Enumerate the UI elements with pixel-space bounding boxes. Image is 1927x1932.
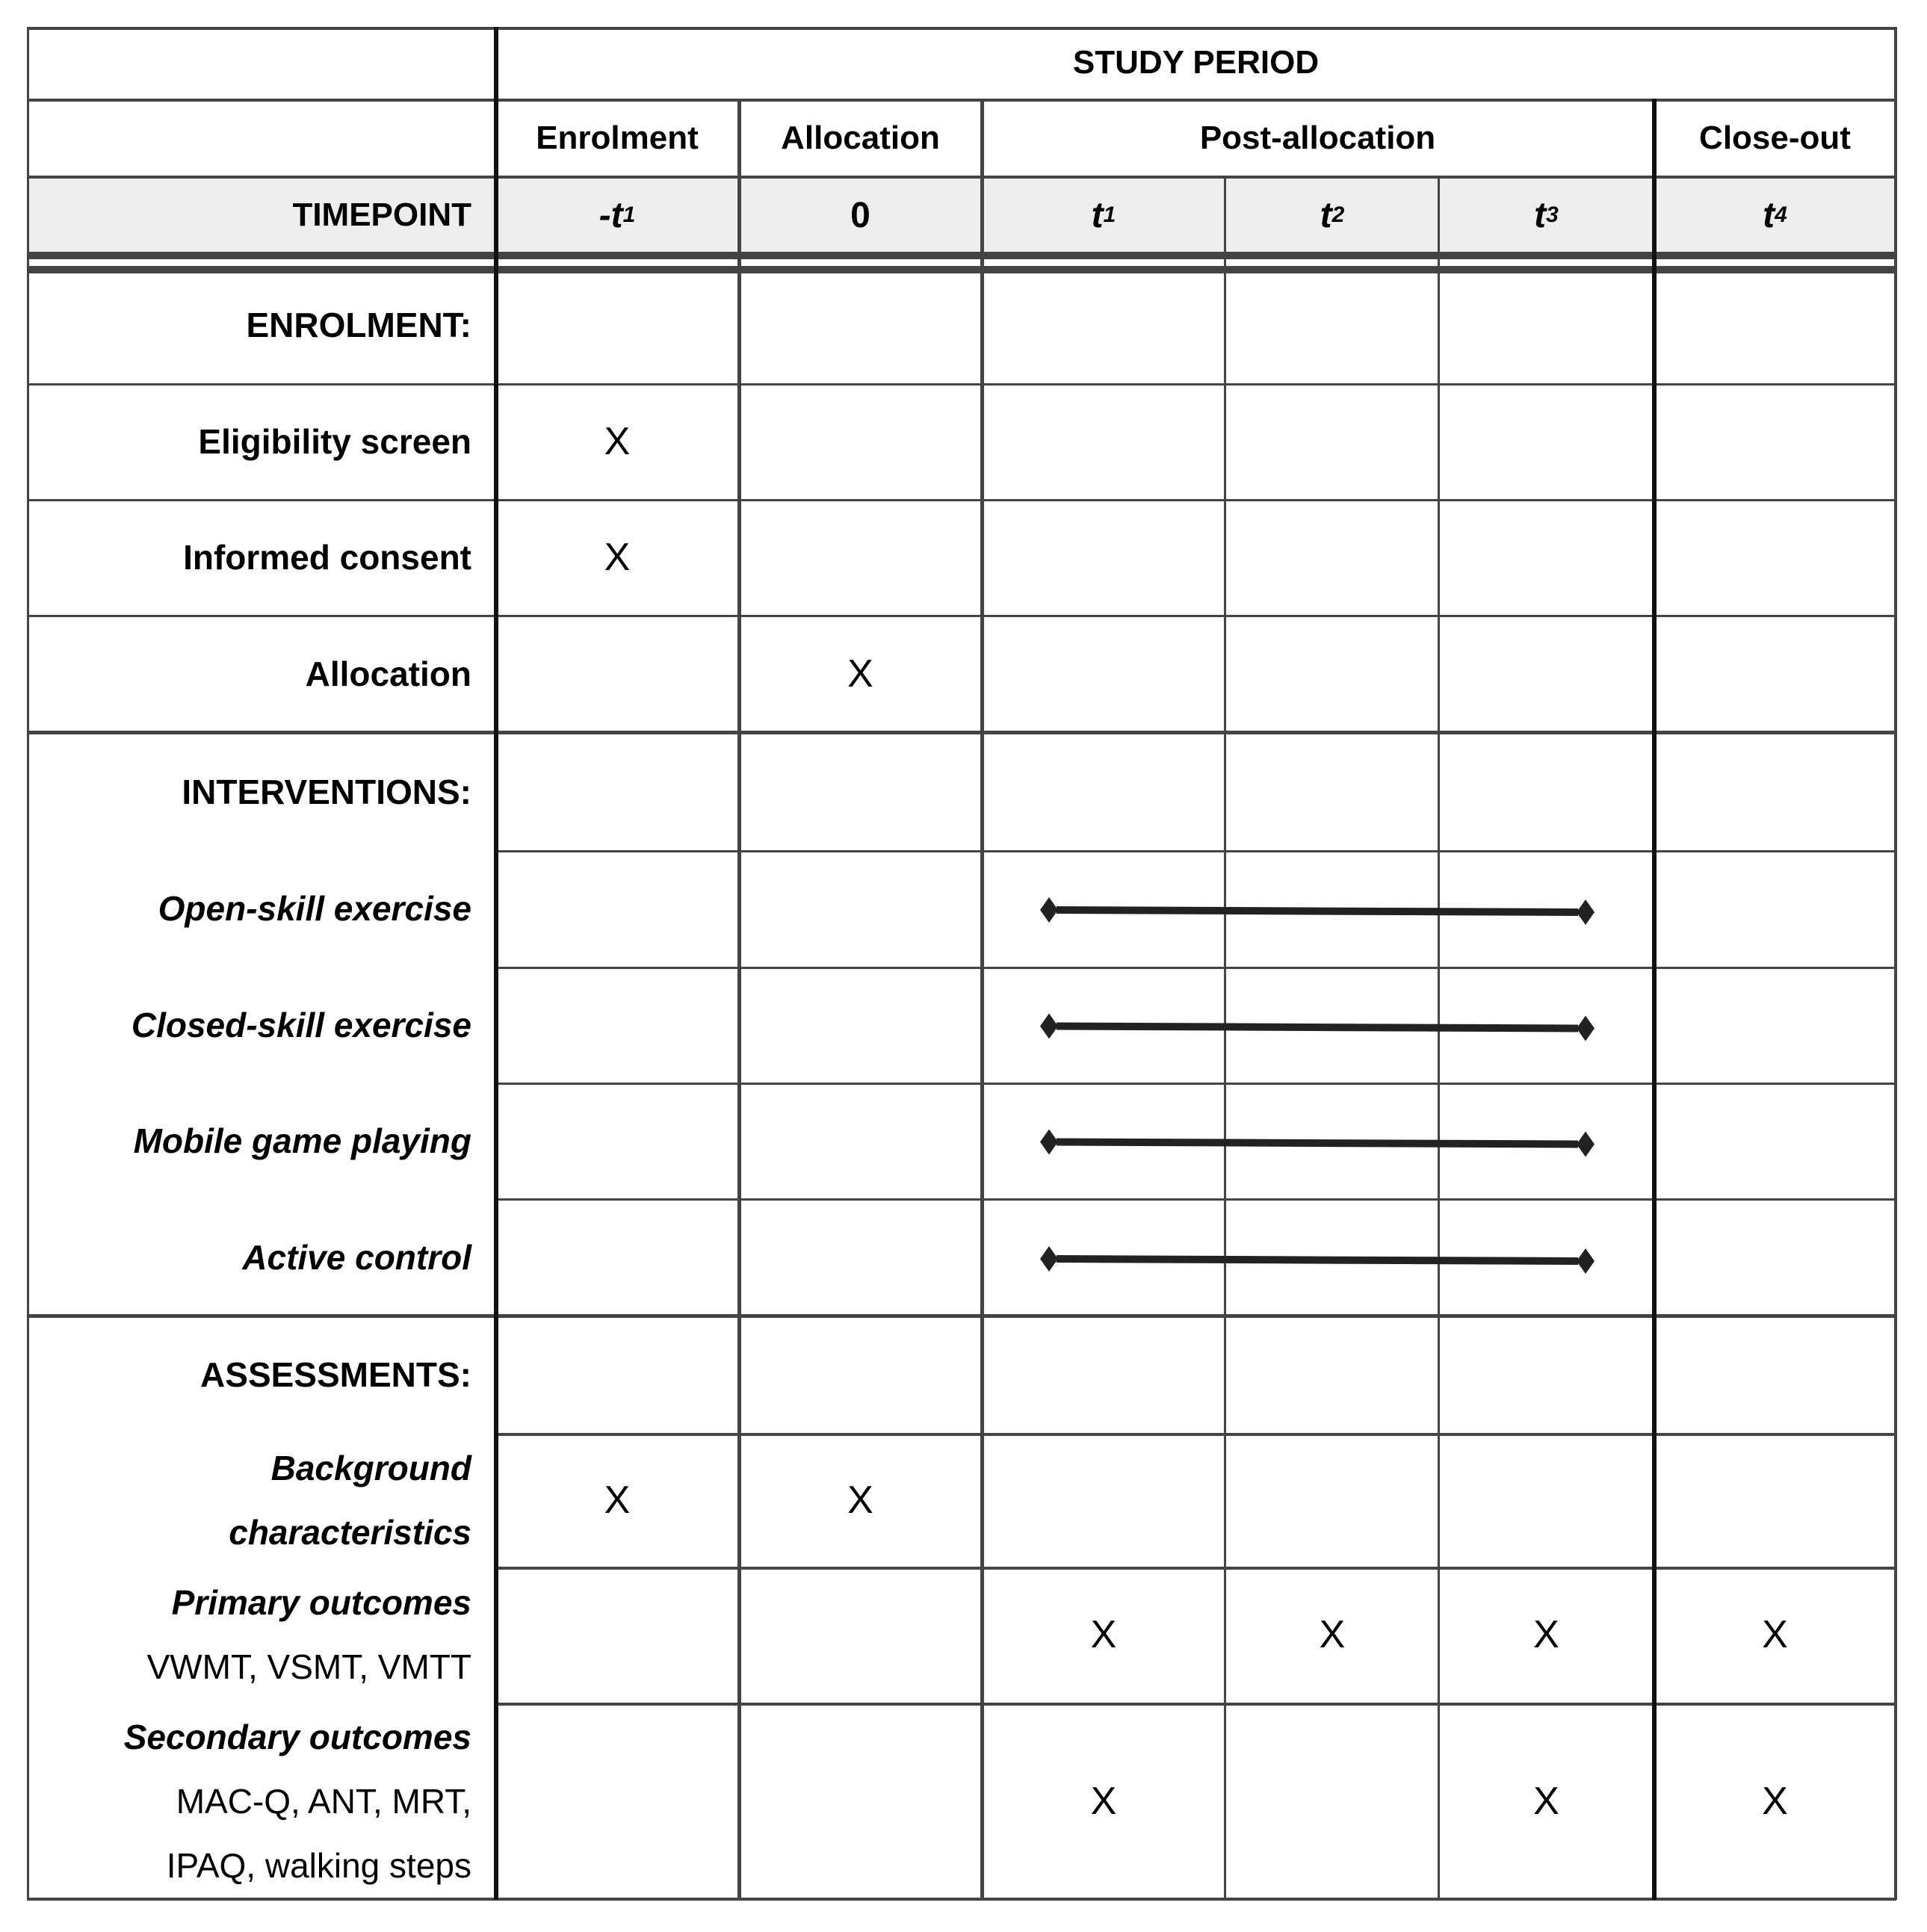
period-label: Enrolment: [536, 119, 699, 156]
timepoint-subscript: 3: [1546, 202, 1559, 227]
schedule-mark-x: X: [1090, 1613, 1117, 1656]
timepoint-subscript: 2: [1331, 202, 1345, 227]
timepoint-subscript: 1: [1103, 202, 1116, 227]
arrow-diamond-head-icon: [1040, 897, 1058, 923]
row-label: Allocation: [305, 654, 471, 693]
row-label-line: MAC-Q, ANT, MRT,: [176, 1782, 471, 1821]
intervention-duration-arrow: [1040, 1014, 1595, 1041]
intervention-duration-arrows: [27, 27, 1896, 1900]
section-title-interventions: INTERVENTIONS:: [182, 772, 471, 811]
timepoint-value: t: [1320, 195, 1332, 235]
period-label: Allocation: [781, 119, 940, 156]
row-label-line: VWMT, VSMT, VMTT: [146, 1647, 471, 1686]
arrow-line: [1057, 1027, 1578, 1029]
timepoint-value: t: [1534, 195, 1547, 235]
timepoint-label-text: TIMEPOINT: [292, 196, 471, 233]
spirit-schedule-table: [27, 27, 1896, 1900]
schedule-mark-x: X: [1533, 1613, 1559, 1656]
timepoint-subscript: 4: [1775, 202, 1787, 227]
schedule-mark-x: X: [1533, 1780, 1559, 1823]
arrow-diamond-head-icon: [1040, 1014, 1058, 1039]
arrow-diamond-head-icon: [1577, 900, 1595, 925]
schedule-mark-x: X: [604, 1478, 631, 1522]
row-label: Eligibility screen: [198, 421, 471, 461]
intervention-duration-arrow: [1040, 1246, 1595, 1274]
schedule-mark-x: X: [1090, 1780, 1117, 1823]
arrow-line: [1057, 1142, 1578, 1145]
timepoint-value: -t: [598, 195, 623, 235]
timepoint-value: 0: [850, 195, 870, 235]
intervention-duration-arrow: [1040, 1130, 1595, 1157]
schedule-mark-x: X: [847, 1478, 873, 1522]
schedule-mark-x: X: [604, 535, 631, 579]
section-title-assessments: ASSESSMENTS:: [200, 1355, 471, 1394]
intervention-duration-arrow: [1040, 897, 1595, 925]
study-period-text: STUDY PERIOD: [1072, 44, 1320, 81]
row-label-line: Background: [270, 1448, 471, 1487]
arrow-diamond-head-icon: [1577, 1016, 1595, 1041]
schedule-mark-x: X: [1319, 1613, 1346, 1656]
row-label-line: characteristics: [229, 1512, 471, 1552]
arrow-diamond-head-icon: [1040, 1246, 1058, 1272]
row-label: Active control: [242, 1238, 471, 1277]
arrow-diamond-head-icon: [1577, 1248, 1595, 1274]
arrow-line: [1057, 1259, 1578, 1261]
section-title-enrolment: ENROLMENT:: [246, 305, 471, 344]
row-label: Mobile game playing: [133, 1121, 471, 1160]
schedule-mark-x: X: [1762, 1780, 1788, 1823]
row-label-line: Primary outcomes: [171, 1583, 471, 1622]
arrow-diamond-head-icon: [1040, 1130, 1058, 1155]
arrow-line: [1057, 910, 1578, 912]
period-label: Post-allocation: [1199, 119, 1436, 156]
timepoint-subscript: 1: [622, 202, 636, 227]
row-label-line: IPAQ, walking steps: [166, 1846, 471, 1885]
schedule-mark-x: X: [847, 652, 873, 696]
row-label-line: Secondary outcomes: [123, 1718, 471, 1756]
timepoint-value: t: [1091, 195, 1104, 235]
arrow-diamond-head-icon: [1577, 1132, 1595, 1157]
schedule-mark-x: X: [1762, 1613, 1788, 1656]
period-label: Close-out: [1699, 119, 1851, 156]
timepoint-value: t: [1763, 195, 1775, 235]
schedule-mark-x: X: [604, 419, 631, 463]
row-label: Closed-skill exercise: [131, 1005, 471, 1044]
row-label: Informed consent: [183, 537, 471, 577]
row-label: Open-skill exercise: [158, 889, 471, 928]
